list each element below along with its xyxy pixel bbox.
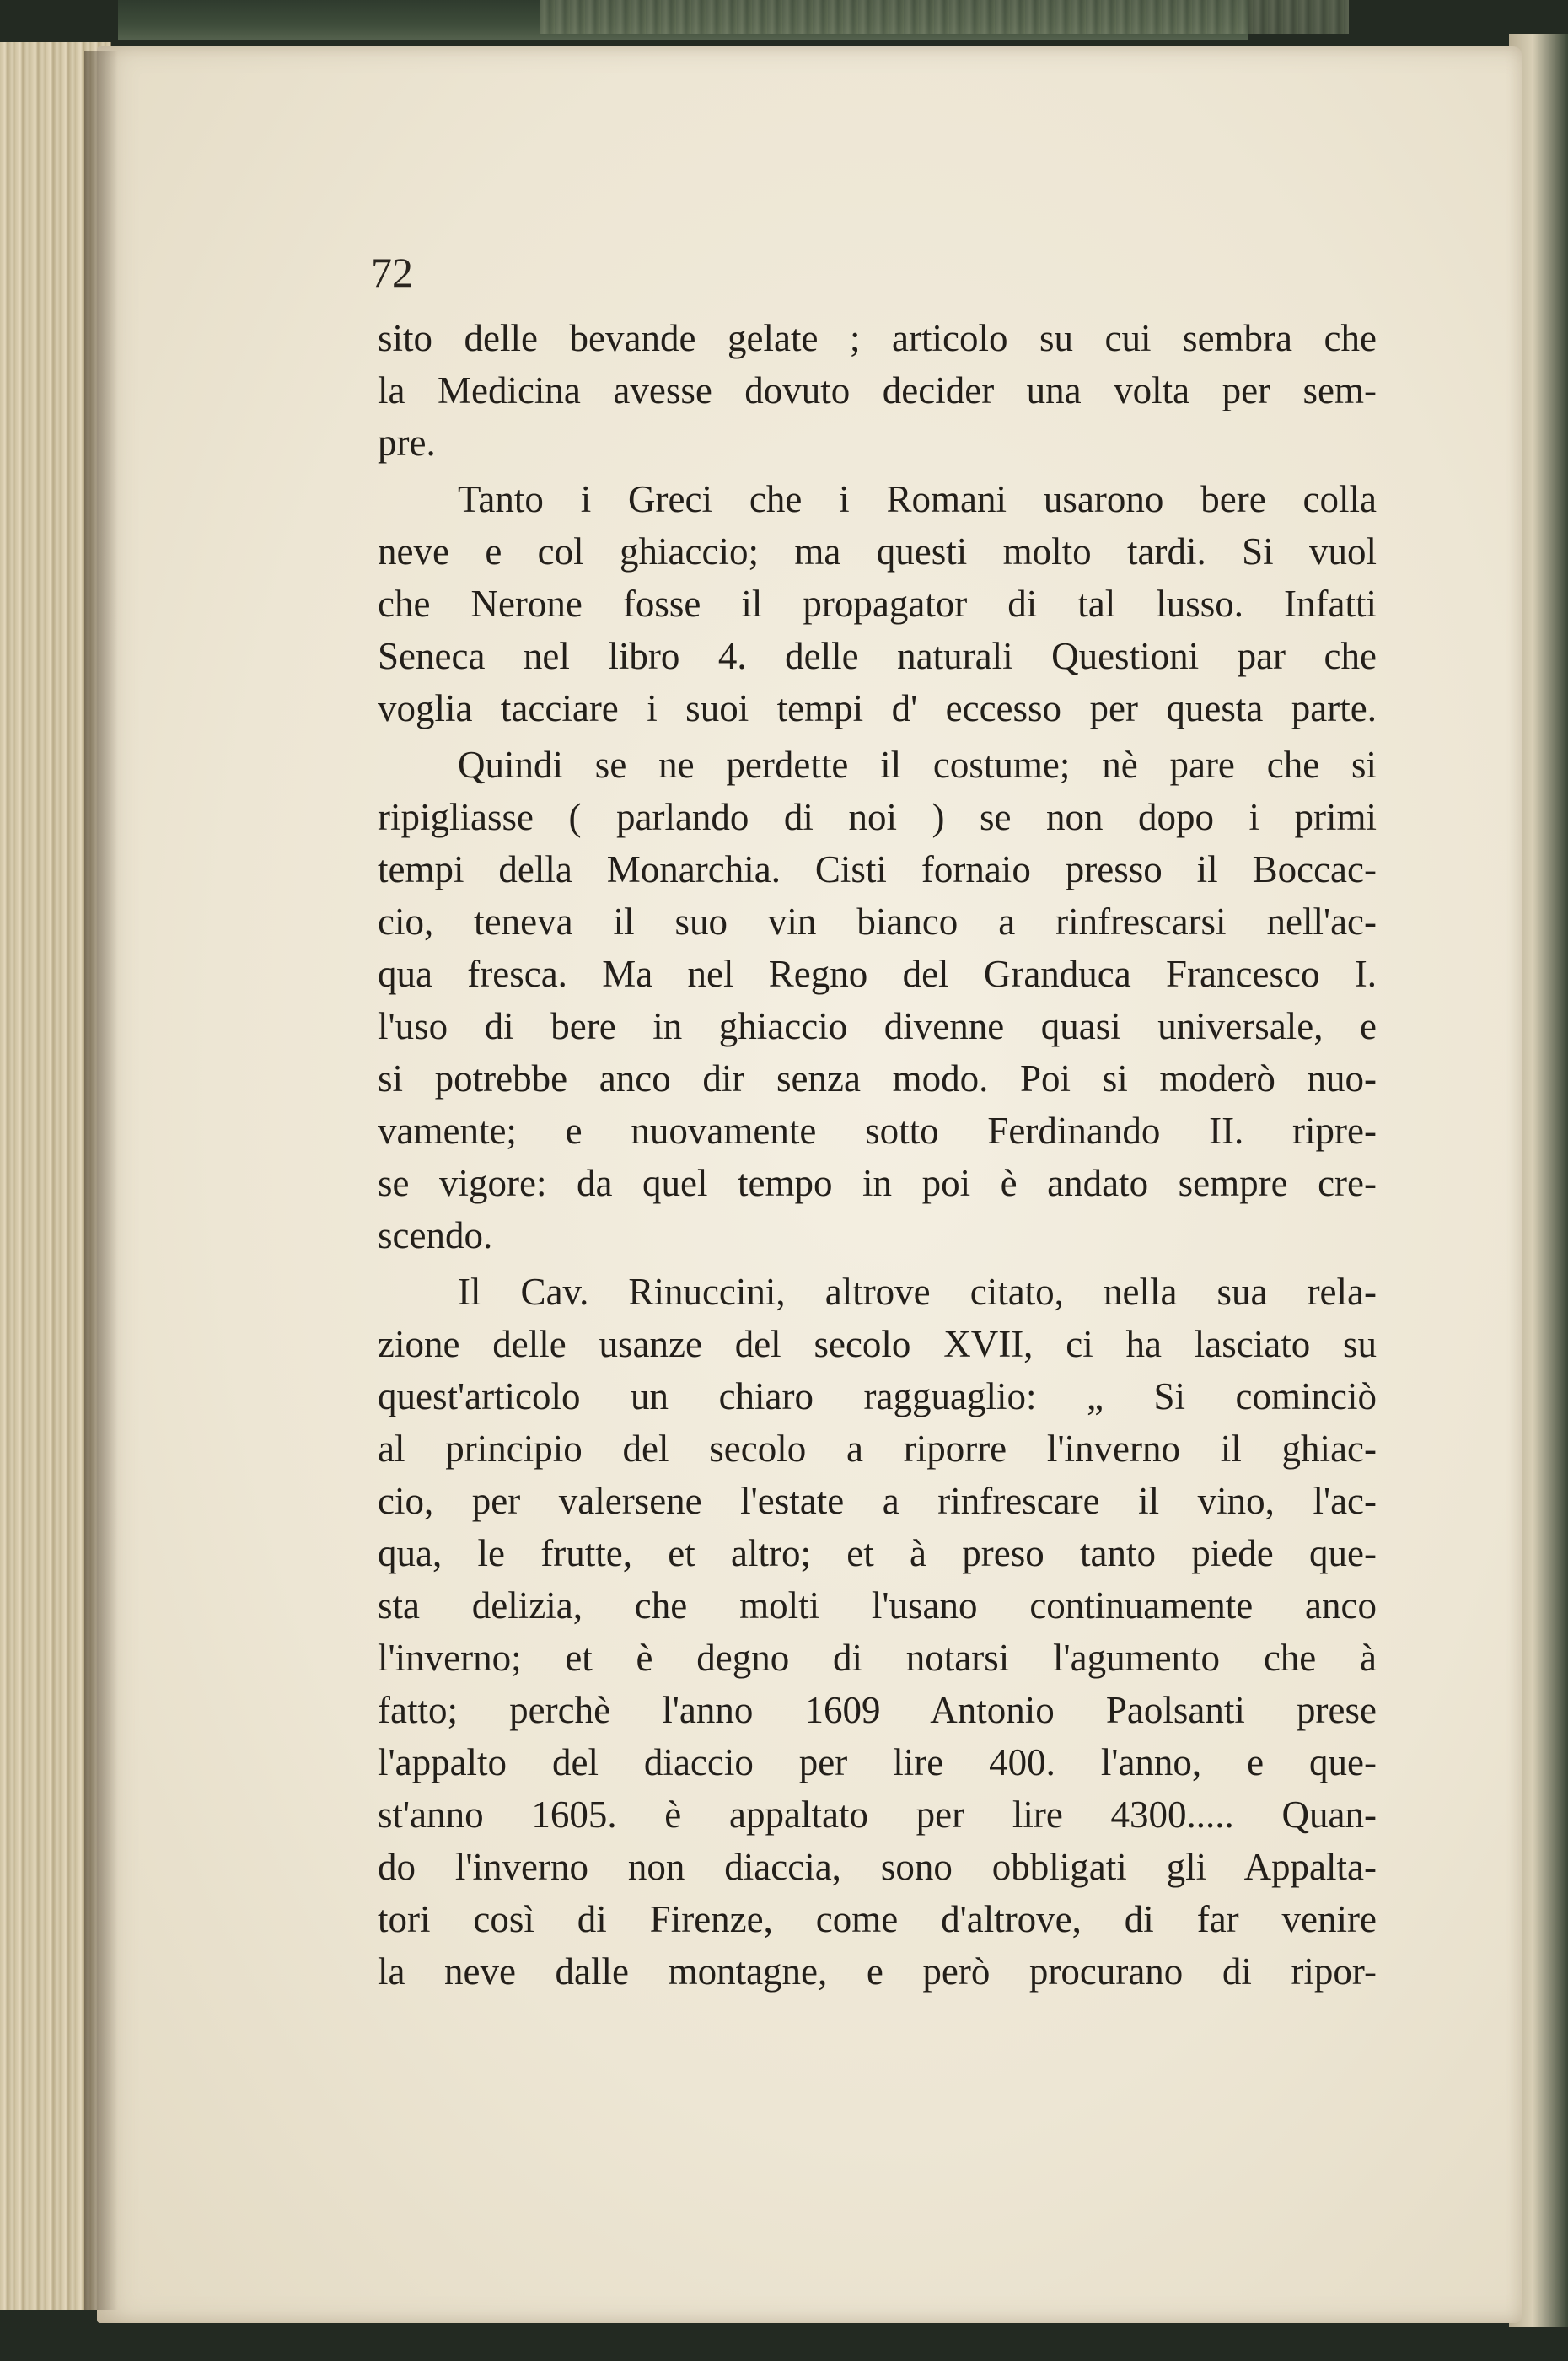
gutter-shadow	[84, 51, 118, 2310]
text-line: ripigliasse ( parlando di noi ) se non dopo i primi	[378, 796, 1377, 838]
text-line: l'appalto del diaccio per lire 400. l'anno, e que-	[378, 1741, 1377, 1783]
text-line: Quindi se ne perdette il costume; nè pare che si	[458, 744, 1377, 786]
book-cover-top	[118, 0, 1248, 40]
text-line: tori così di Firenze, come d'altrove, di far venire	[378, 1898, 1377, 1940]
text-line: vamente; e nuovamente sotto Ferdinando II. ripre-	[378, 1110, 1377, 1152]
text-line: quest'articolo un chiaro ragguaglio: „ Si cominciò	[378, 1375, 1377, 1417]
text-line: Seneca nel libro 4. delle naturali Questioni par che	[378, 635, 1377, 677]
cover-ornament	[540, 0, 1349, 34]
text-line: cio, per valersene l'estate a rinfrescare il vino, l'ac-	[378, 1480, 1377, 1522]
text-line: qua fresca. Ma nel Regno del Granduca Francesco I.	[378, 953, 1377, 995]
text-line: la Medicina avesse dovuto decider una volta per sem-	[378, 369, 1377, 411]
text-line: si potrebbe anco dir senza modo. Poi si moderò nuo-	[378, 1057, 1377, 1100]
text-line: Il Cav. Rinuccini, altrove citato, nella sua rela-	[458, 1271, 1377, 1313]
text-line: qua, le frutte, et altro; et à preso tanto piede que-	[378, 1532, 1377, 1574]
text-line: fatto; perchè l'anno 1609 Antonio Paolsanti prese	[378, 1689, 1377, 1731]
text-line: l'inverno; et è degno di notarsi l'agumento che à	[378, 1637, 1377, 1679]
text-line: sito delle bevande gelate ; articolo su cui sembra che	[378, 317, 1377, 359]
text-line: st'anno 1605. è appaltato per lire 4300..... Quan-	[378, 1794, 1377, 1836]
text-line: tempi della Monarchia. Cisti fornaio presso il Boccac-	[378, 848, 1377, 890]
text-line: la neve dalle montagne, e però procurano di ripor-	[378, 1950, 1377, 1993]
text-line: scendo.	[378, 1214, 493, 1256]
text-line: al principio del secolo a riporre l'inverno il ghiac-	[378, 1428, 1377, 1470]
text-line: sta delizia, che molti l'usano continuamente anco	[378, 1584, 1377, 1627]
text-line: l'uso di bere in ghiaccio divenne quasi universale, e	[378, 1005, 1377, 1047]
text-line: pre.	[378, 422, 436, 464]
text-line: che Nerone fosse il propagator di tal lusso. Infatti	[378, 583, 1377, 625]
text-line: neve e col ghiaccio; ma questi molto tardi. Si vuol	[378, 530, 1377, 573]
text-line: Tanto i Greci che i Romani usarono bere colla	[458, 478, 1377, 520]
text-line: do l'inverno non diaccia, sono obbligati gli Appalta-	[378, 1846, 1377, 1888]
text-line: se vigore: da quel tempo in poi è andato sempre cre-	[378, 1162, 1377, 1204]
text-line: cio, teneva il suo vin bianco a rinfrescarsi nell'ac-	[378, 901, 1377, 943]
text-line: zione delle usanze del secolo XVII, ci ha lasciato su	[378, 1323, 1377, 1365]
body-text	[378, 312, 1377, 1998]
text-line: voglia tacciare i suoi tempi d' eccesso per questa parte.	[378, 687, 1377, 729]
page-number: 72	[371, 249, 413, 296]
